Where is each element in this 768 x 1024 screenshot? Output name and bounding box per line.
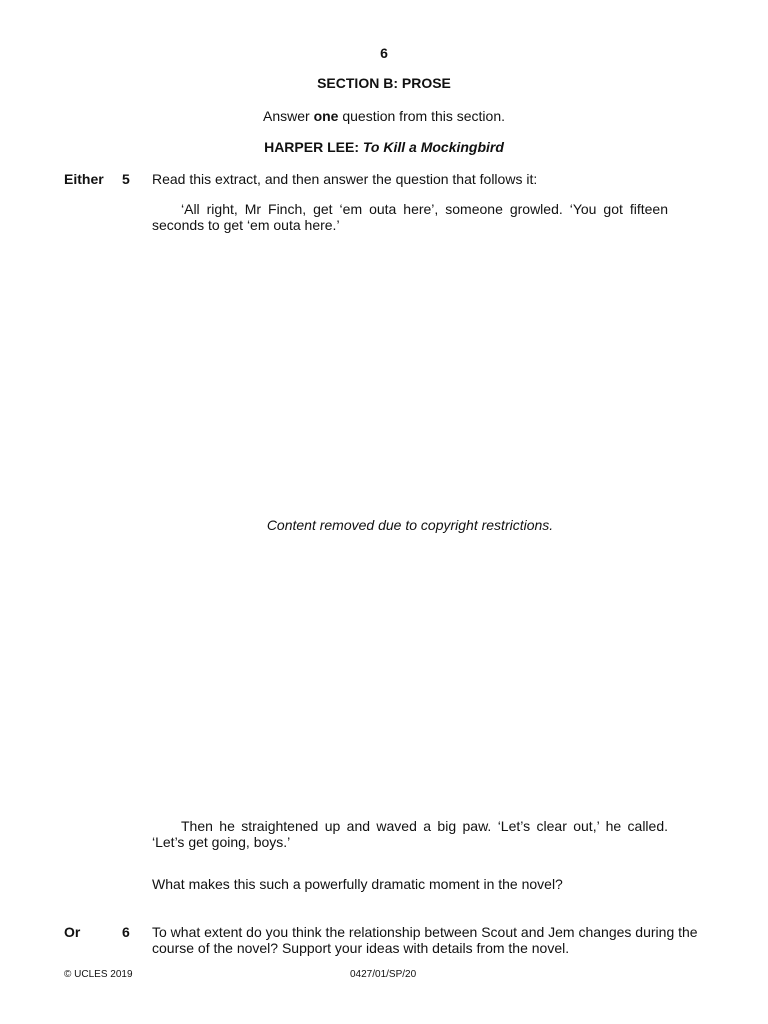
footer-paper-code: 0427/01/SP/20 <box>350 969 417 980</box>
question-number-6: 6 <box>122 924 130 940</box>
section-heading: SECTION B: PROSE <box>317 75 451 91</box>
instruction-before: Answer <box>263 108 314 124</box>
text-author: HARPER LEE: <box>264 139 363 155</box>
copyright-removed-notice: Content removed due to copyright restrictions. <box>266 517 554 533</box>
text-title: To Kill a Mockingbird <box>362 139 504 155</box>
text-heading <box>0 139 768 155</box>
page-number: 6 <box>380 45 388 61</box>
question-number-5: 5 <box>122 171 130 187</box>
question-5-text: What makes this such a powerfully dramatic moment in the novel? <box>152 876 563 892</box>
footer-copyright: © UCLES 2019 <box>64 969 133 980</box>
instruction-emphasis: one <box>313 108 339 124</box>
extract-closing: Then he straightened up and waved a big paw. ‘Let’s clear out,’ he called. ‘Let’s get going, boys.’ <box>152 818 668 850</box>
question-6-text: To what extent do you think the relationship between Scout and Jem changes during the course of the novel? Support your ideas with details from the novel. <box>152 924 698 956</box>
question-label-or: Or <box>64 924 81 940</box>
extract-opening: ‘All right, Mr Finch, get ‘em outa here’, someone growled. ‘You got fifteen seconds to get ‘em outa here.’ <box>152 201 668 233</box>
section-instruction <box>0 108 768 124</box>
instruction-after: question from this section. <box>338 108 505 124</box>
question-label-either: Either <box>64 171 104 187</box>
question-5-prompt: Read this extract, and then answer the question that follows it: <box>152 171 538 187</box>
